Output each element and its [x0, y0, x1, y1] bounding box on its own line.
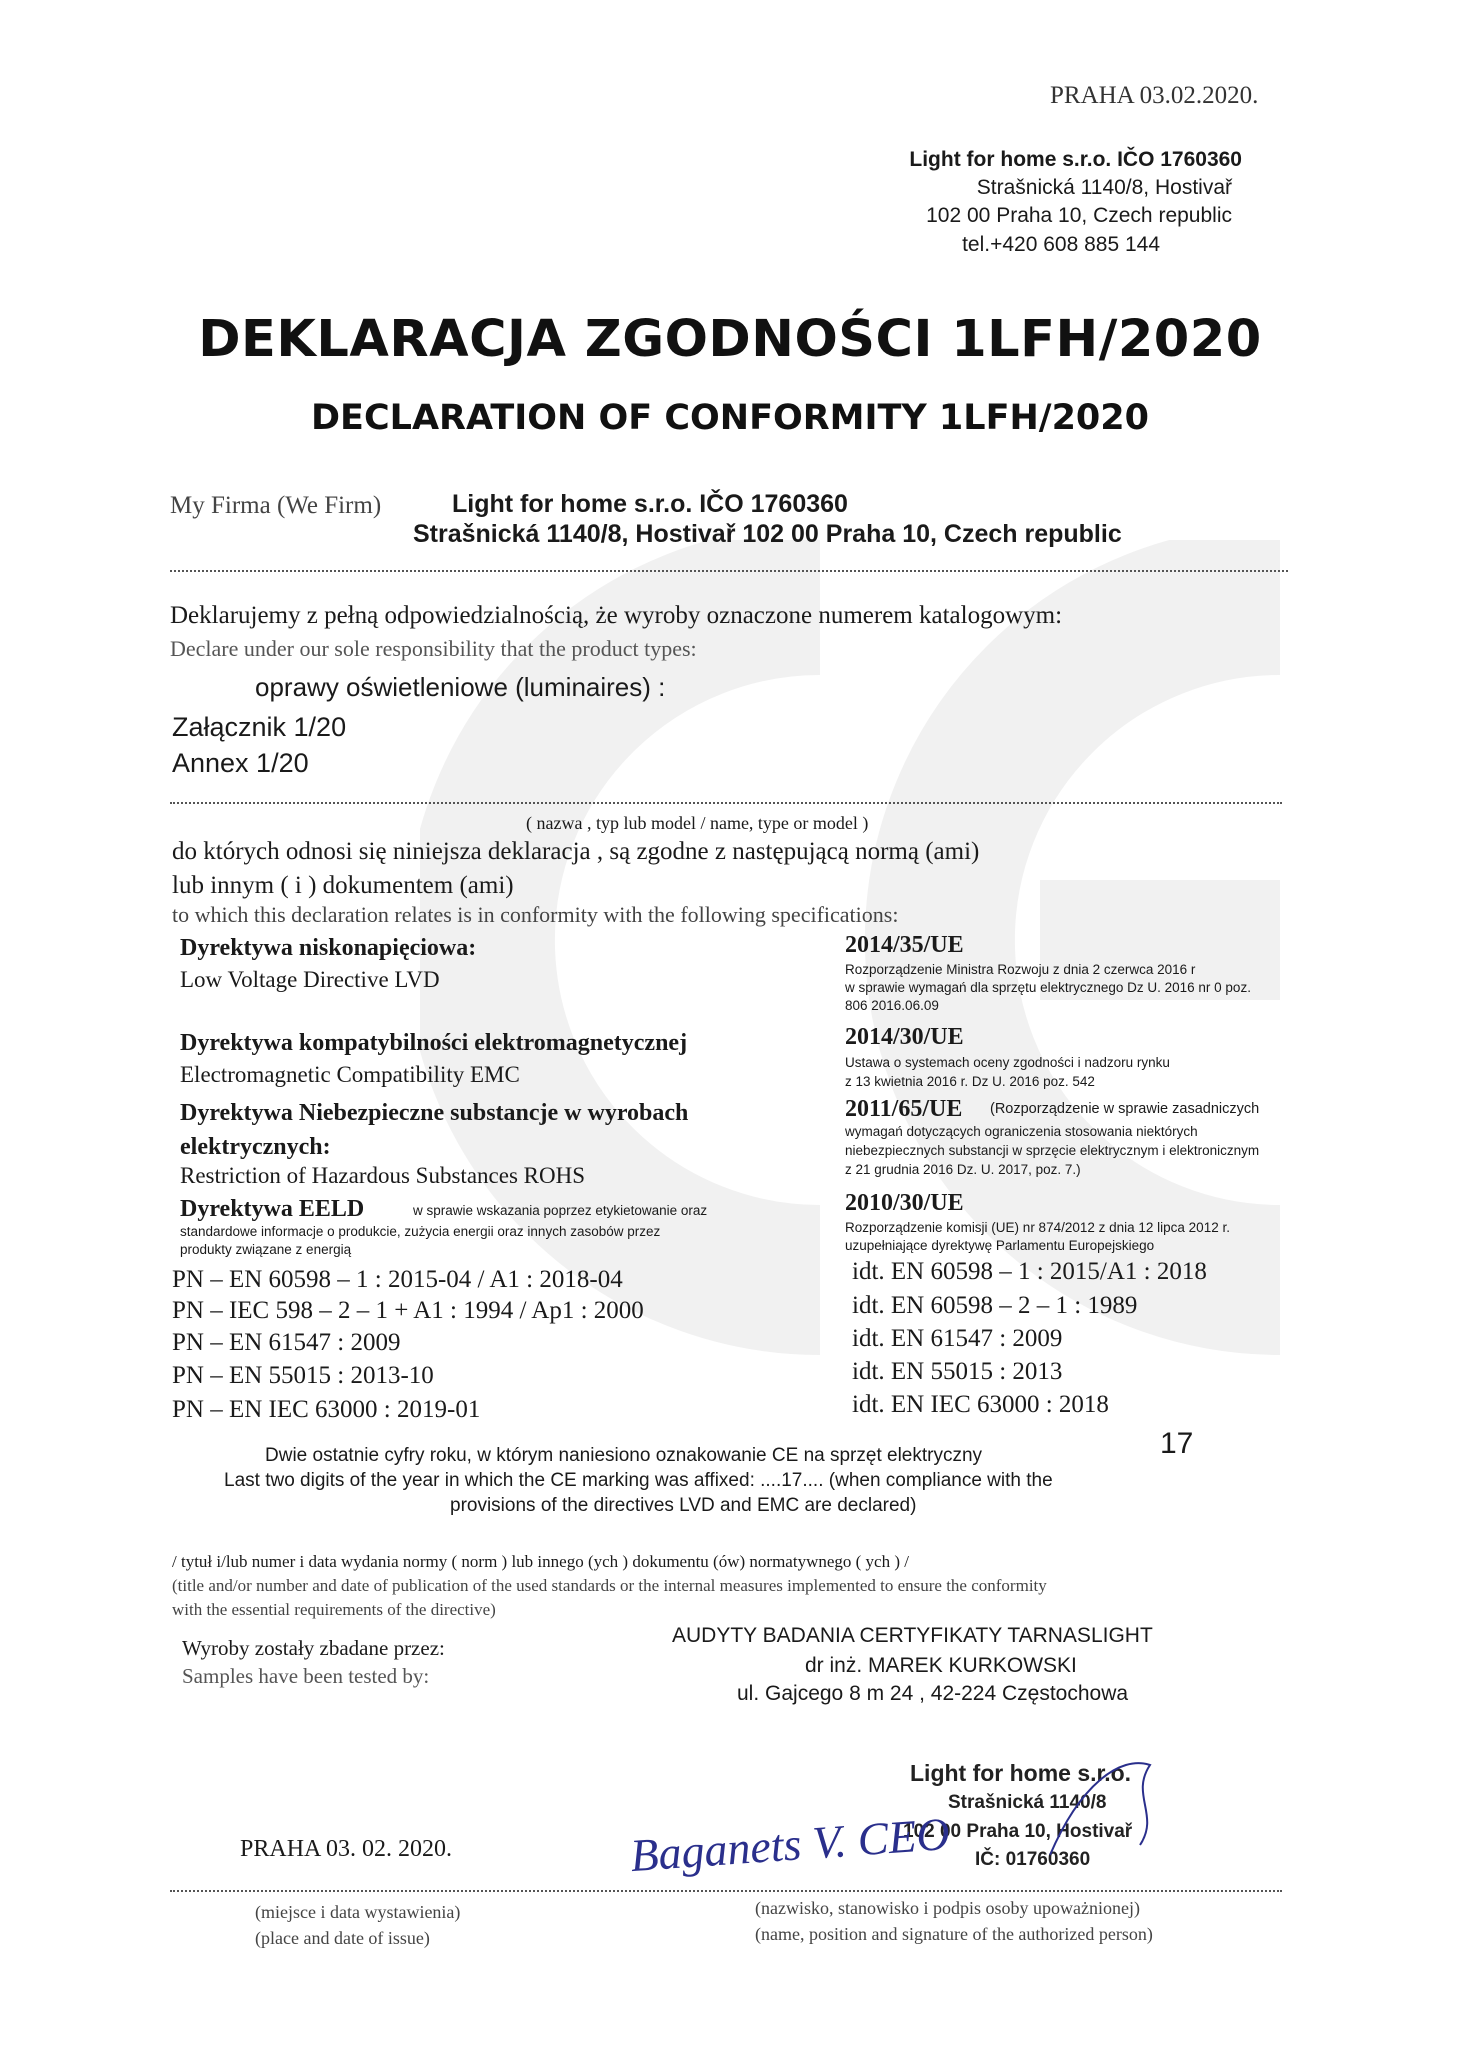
- directive-rohs-note-3: z 21 grudnia 2016 Dz. U. 2017, poz. 7.): [845, 1162, 1081, 1177]
- ce-marking-pl: Dwie ostatnie cyfry roku, w którym naniesiono oznakowanie CE na sprzęt elektryczny: [265, 1445, 983, 1466]
- firm-label: My Firma (We Firm): [170, 492, 382, 519]
- directive-emc-en: Electromagnetic Compatibility EMC: [180, 1062, 520, 1087]
- directive-eeld-note-left-2: produkty związane z energią: [180, 1242, 352, 1257]
- standard-pn-5: PN – EN IEC 63000 : 2019-01: [172, 1396, 481, 1423]
- directive-lvd-code: 2014/35/UE: [845, 932, 964, 958]
- tested-label-pl: Wyroby zostały zbadane przez:: [182, 1636, 445, 1660]
- header-phone: tel.+420 608 885 144: [962, 233, 1160, 256]
- directive-lvd-note-3: 806 2016.06.09: [845, 998, 939, 1013]
- standard-pn-4: PN – EN 55015 : 2013-10: [172, 1362, 434, 1389]
- standard-idt-2: idt. EN 60598 – 2 – 1 : 1989: [852, 1292, 1138, 1319]
- standard-idt-5: idt. EN IEC 63000 : 2018: [852, 1391, 1109, 1418]
- firm-address: Strašnická 1140/8, Hostivař 102 00 Praha 10, Czech republic: [413, 520, 1122, 548]
- declare-pl: Deklarujemy z pełną odpowiedzialnością, że wyroby oznaczone numerem katalogowym:: [170, 602, 1063, 629]
- standard-pn-1: PN – EN 60598 – 1 : 2015-04 / A1 : 2018-04: [172, 1266, 623, 1293]
- place-date: PRAHA 03. 02. 2020.: [240, 1836, 453, 1862]
- directive-rohs-note-2: niebezpiecznych substancji w sprzęcie elektrycznym i elektronicznym: [845, 1143, 1260, 1158]
- place-caption-en: (place and date of issue): [255, 1928, 430, 1948]
- directive-eeld-name-note: w sprawie wskazania poprzez etykietowanie oraz: [413, 1203, 708, 1218]
- stamp-line-4: IČ: 01760360: [975, 1849, 1091, 1870]
- products: oprawy oświetleniowe (luminaires) :: [255, 672, 666, 702]
- directive-eeld-note-left-1: standardowe informacje o produkcie, zużycia energii oraz innych zasobów przez: [180, 1224, 661, 1239]
- conformity-en: to which this declaration relates is in conformity with the following specifications:: [172, 902, 899, 927]
- annex-en: Annex 1/20: [172, 748, 309, 778]
- divider-firm: [170, 570, 1288, 572]
- ce-marking-en-2: provisions of the directives LVD and EMC are declared): [450, 1495, 917, 1516]
- header-street: Strašnická 1140/8, Hostivař: [976, 176, 1232, 199]
- directive-eeld-note-1: Rozporządzenie komisji (UE) nr 874/2012 z dnia 12 lipca 2012 r.: [845, 1220, 1230, 1235]
- directive-lvd-note-2: w sprawie wymagań dla sprzętu elektrycznego Dz U. 2016 nr 0 poz.: [845, 980, 1251, 995]
- directive-eeld-note-2: uzupełniające dyrektywę Parlamentu Europejskiego: [845, 1238, 1155, 1253]
- directive-rohs-pl: Dyrektywa Niebezpieczne substancje w wyrobach: [180, 1100, 689, 1126]
- annex-pl: Załącznik 1/20: [172, 712, 347, 742]
- footnote-en-2: with the essential requirements of the directive): [172, 1600, 496, 1619]
- divider-signature: [170, 1890, 1282, 1892]
- declare-en: Declare under our sole responsibility that the product types:: [170, 636, 697, 661]
- firm-name: Light for home s.r.o. IČO 1760360: [452, 490, 848, 518]
- divider-model: [170, 802, 1282, 804]
- conformity-pl-1: do których odnosi się niniejsza deklaracja , są zgodne z następującą normą (ami): [172, 838, 980, 865]
- standard-idt-3: idt. EN 61547 : 2009: [852, 1325, 1063, 1352]
- directive-rohs-code-note: (Rozporządzenie w sprawie zasadniczych: [990, 1101, 1260, 1117]
- stamp-line-3: 102 00 Praha 10, Hostivař: [903, 1821, 1133, 1842]
- handwritten-signature: Baganets V. CEO: [628, 1807, 952, 1882]
- directive-eeld-pl: Dyrektywa EELD: [180, 1196, 365, 1222]
- header-city: 102 00 Praha 10, Czech republic: [926, 204, 1232, 227]
- directive-rohs-en: Restriction of Hazardous Substances ROHS: [180, 1163, 585, 1188]
- signature-flourish: [1030, 1745, 1210, 1865]
- directive-emc-pl: Dyrektywa kompatybilności elektromagnetycznej: [180, 1030, 688, 1056]
- standard-pn-2: PN – IEC 598 – 2 – 1 + A1 : 1994 / Ap1 : 2000: [172, 1297, 644, 1324]
- directive-emc-note-2: z 13 kwietnia 2016 r. Dz U. 2016 poz. 542: [845, 1074, 1095, 1089]
- stamp-line-2: Strašnická 1140/8: [948, 1792, 1107, 1813]
- sign-caption-en: (name, position and signature of the authorized person): [755, 1924, 1153, 1944]
- model-caption: ( nazwa , typ lub model / name, type or model ): [526, 813, 869, 833]
- directive-lvd-pl: Dyrektywa niskonapięciowa:: [180, 935, 477, 961]
- header-date: PRAHA 03.02.2020.: [1050, 82, 1259, 109]
- sign-caption-pl: (nazwisko, stanowisko i podpis osoby upoważnionej): [755, 1898, 1140, 1918]
- standard-pn-3: PN – EN 61547 : 2009: [172, 1329, 401, 1356]
- title-pl: DEKLARACJA ZGODNOŚCI 1LFH/2020: [198, 310, 1262, 369]
- standard-idt-4: idt. EN 55015 : 2013: [852, 1358, 1063, 1385]
- place-caption-pl: (miejsce i data wystawienia): [255, 1902, 461, 1922]
- tested-label-en: Samples have been tested by:: [182, 1664, 430, 1688]
- directive-rohs-code: 2011/65/UE: [845, 1096, 963, 1122]
- tested-person: dr inż. MAREK KURKOWSKI: [805, 1654, 1077, 1677]
- directive-lvd-note-1: Rozporządzenie Ministra Rozwoju z dnia 2 czerwca 2016 r: [845, 962, 1196, 977]
- footnote-en-1: (title and/or number and date of publication of the used standards or the internal measures implemented to ensure the conformity: [172, 1576, 1047, 1595]
- directive-rohs-note-1: wymagań dotyczących ograniczenia stosowania niektórych: [845, 1124, 1198, 1139]
- directive-emc-note-1: Ustawa o systemach oceny zgodności i nadzoru rynku: [845, 1055, 1170, 1070]
- ce-marking-year: 17: [1160, 1427, 1194, 1460]
- ce-marking-en-1: Last two digits of the year in which the CE marking was affixed: ....17.... (when compliance with the: [224, 1470, 1053, 1491]
- directive-rohs-pl-2: elektrycznych:: [180, 1134, 331, 1160]
- directive-eeld-code: 2010/30/UE: [845, 1190, 964, 1216]
- footnote-pl: / tytuł i/lub numer i data wydania normy ( norm ) lub innego (ych ) dokumentu (ów) normatywnego ( ych ) /: [172, 1552, 909, 1571]
- tested-lab: AUDYTY BADANIA CERTYFIKATY TARNASLIGHT: [672, 1624, 1153, 1647]
- directive-lvd-en: Low Voltage Directive LVD: [180, 967, 440, 992]
- header-company: Light for home s.r.o. IČO 1760360: [909, 148, 1242, 171]
- tested-address: ul. Gajcego 8 m 24 , 42-224 Częstochowa: [737, 1682, 1129, 1705]
- stamp-line-1: Light for home s.r.o.: [910, 1760, 1132, 1786]
- title-en: DECLARATION OF CONFORMITY 1LFH/2020: [311, 398, 1149, 438]
- standard-idt-1: idt. EN 60598 – 1 : 2015/A1 : 2018: [852, 1258, 1207, 1285]
- directive-emc-code: 2014/30/UE: [845, 1024, 964, 1050]
- conformity-pl-2: lub innym ( i ) dokumentem (ami): [172, 872, 514, 899]
